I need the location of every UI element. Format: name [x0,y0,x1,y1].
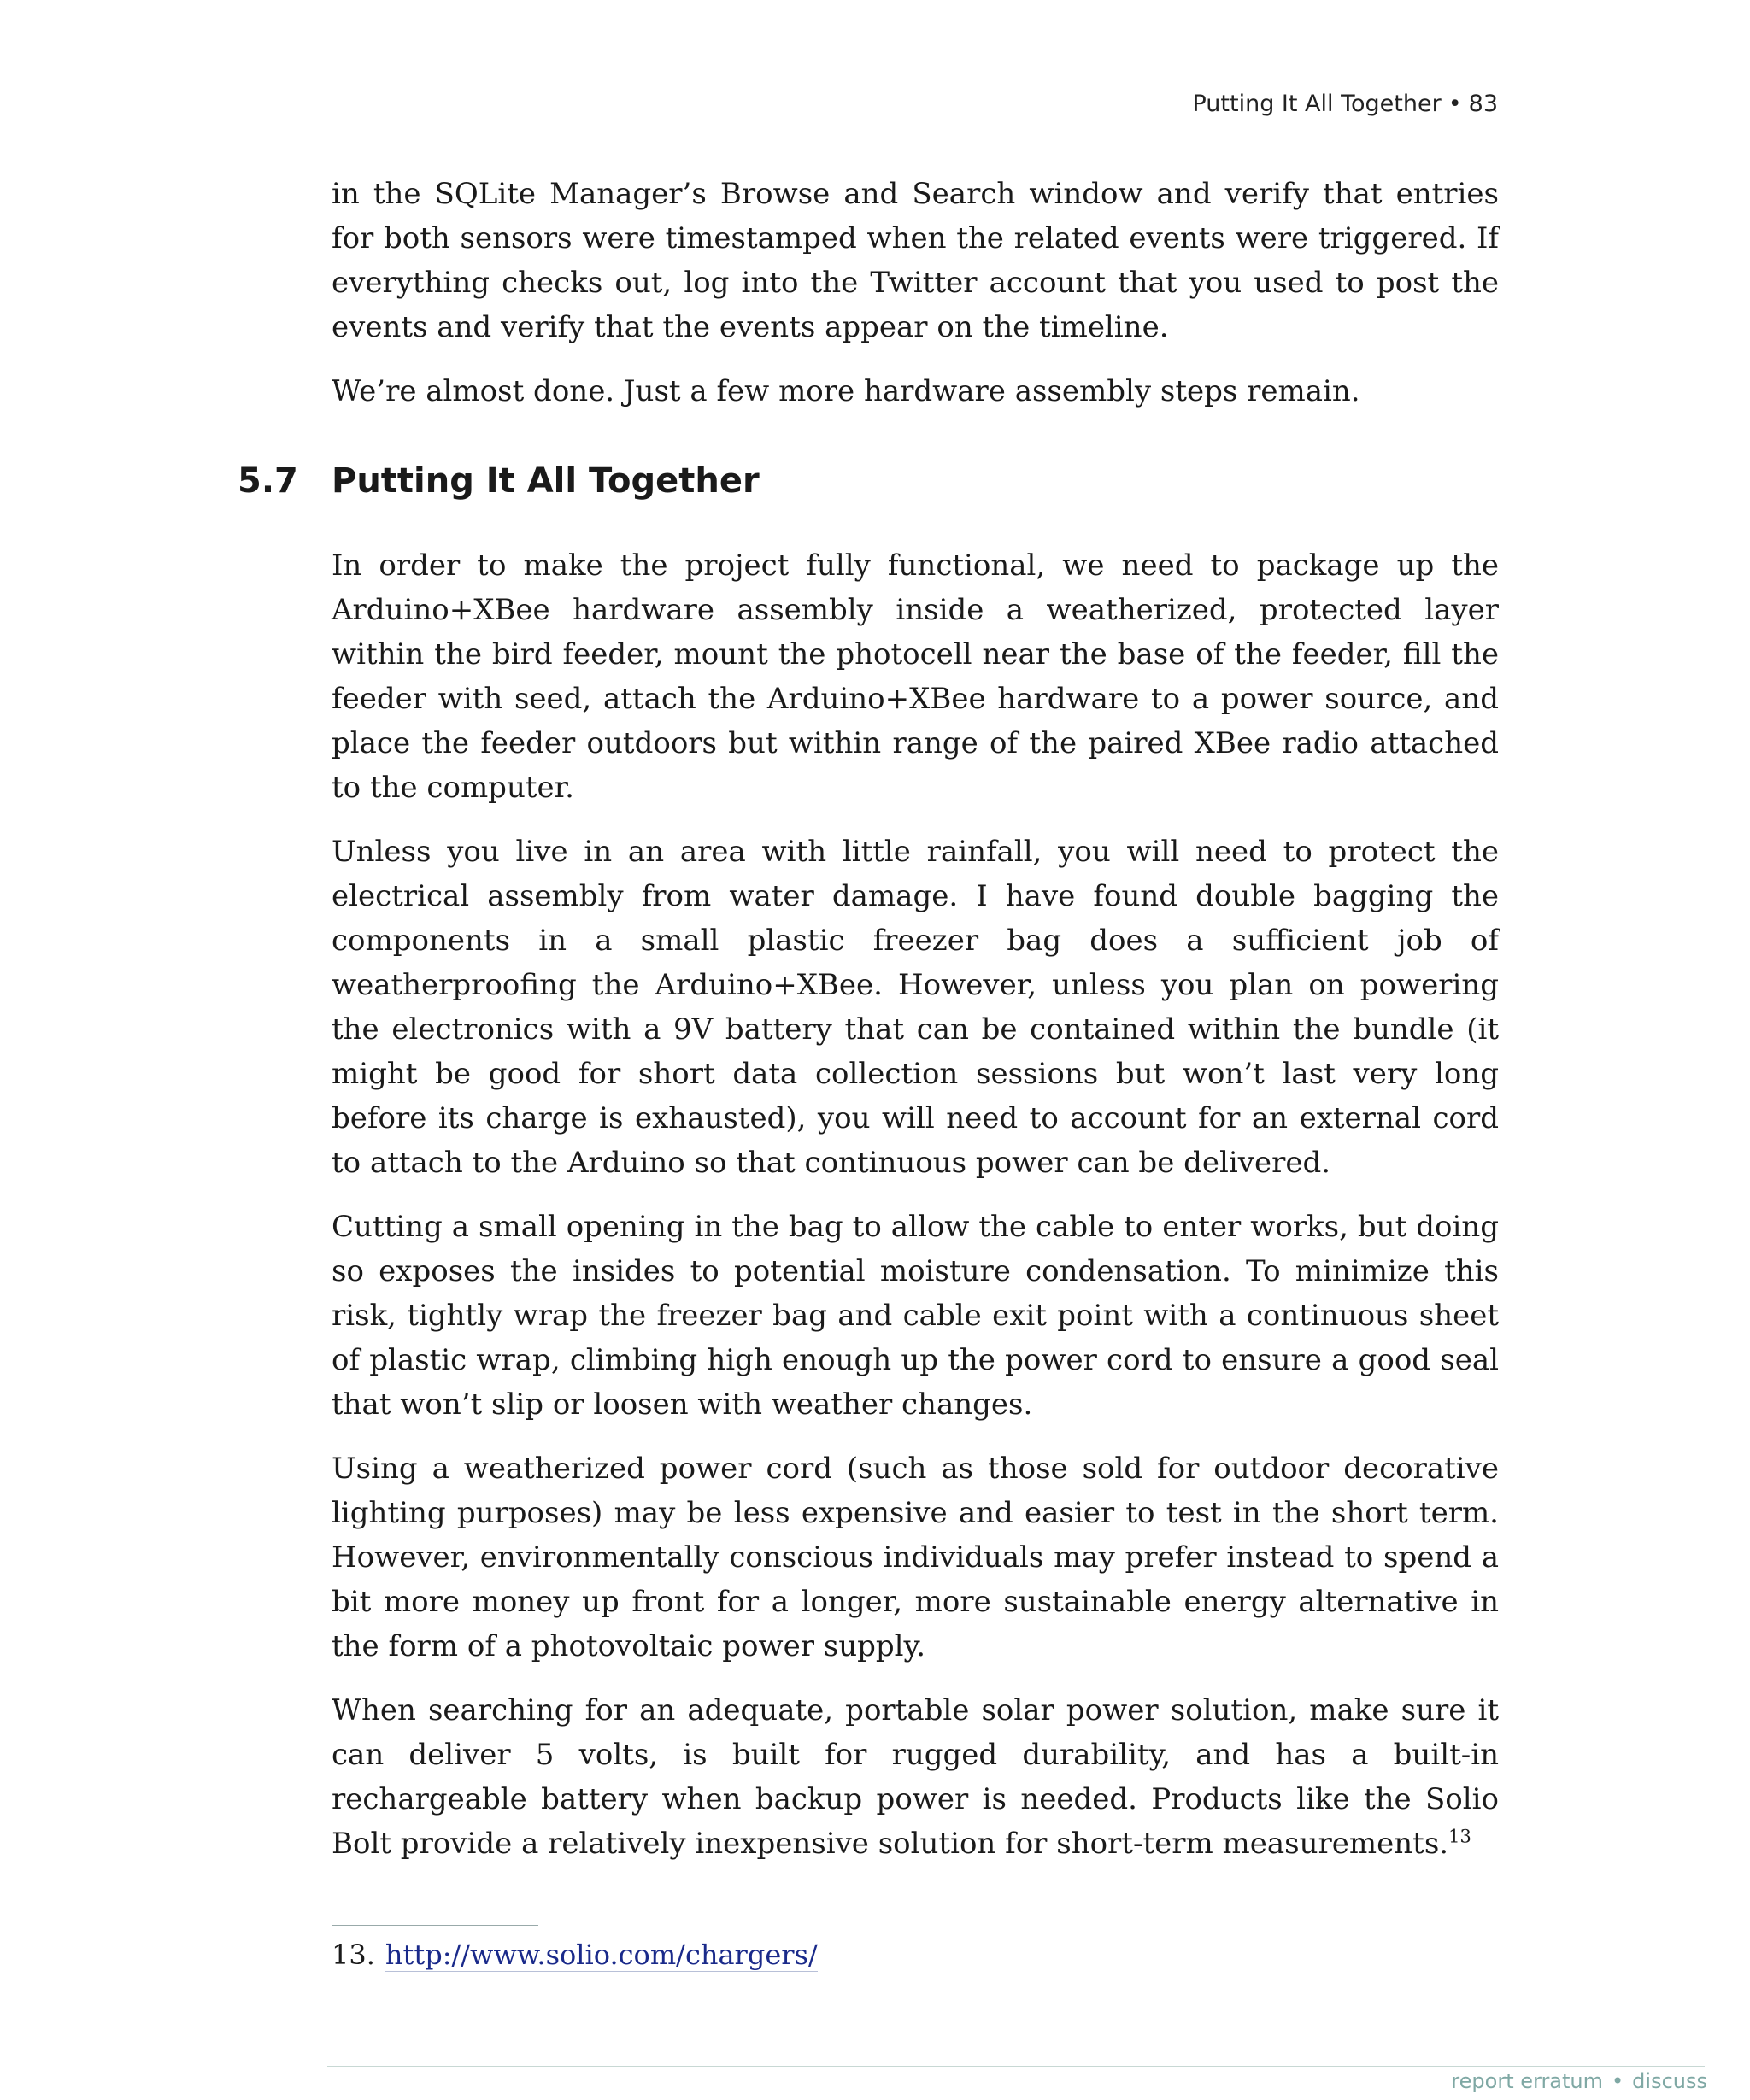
section-body [332,543,1499,1886]
paragraph: Cutting a small opening in the bag to allow the cable to enter works, but doing so exposes the insides to potential moisture condensation. To minimize this risk, tightly wrap the freezer bag and cable exit point with a continuous sheet of plastic wrap, climbing high enough up the power cord to ensure a good seal that won’t slip or loosen with weather changes. [332,1210,1499,1422]
footnote-label: 13. [332,1939,375,1971]
footnote [332,1933,818,1977]
footnote-link[interactable]: http://www.solio.com/chargers/ [385,1939,818,1971]
paragraph: We’re almost done. Just a few more hardware assembly steps remain. [332,374,1360,408]
section-title: Putting It All Together [332,461,760,501]
section-number: 5.7 [238,461,298,501]
footnote-reference[interactable]: 13 [1448,1826,1471,1847]
footer-links [1451,2069,1707,2093]
page-number: 83 [1468,91,1498,117]
footer-separator: • [1612,2069,1624,2093]
intro-text [332,172,1499,433]
running-head-bullet: • [1448,91,1462,117]
section-heading [238,461,760,501]
paragraph-with-footnote [332,1688,1499,1866]
paragraph-text: When searching for an adequate, portable solar power solution, make sure it can deliver 5 volts, is built for rugged durability, and has a built-in rechargeable battery when backup power is needed. Products like the Solio Bolt provide a relatively inexpensive solution for short-term measurements. [332,1693,1499,1861]
paragraph: Using a weatherized power cord (such as those sold for outdoor decorative lighting purposes) may be less expensive and easier to test in the short term. However, environmentally conscious individuals may prefer instead to spend a bit more money up front for a longer, more sustainable energy alternative in the form of a photovoltaic power supply. [332,1452,1499,1663]
paragraph: Unless you live in an area with little rainfall, you will need to protect the electrical assembly from water damage. I have found double bagging the components in a small plastic freezer bag does a sufficient job of weatherproofing the Arduino+XBee. However, unless you plan on powering the electronics with a 9V battery that can be contained within the bundle (it might be good for short data collection sessions but won’t last very long before its charge is exhausted), you will need to account for an external cord to attach to the Arduino so that continuous power can be delivered. [332,835,1499,1180]
paragraph: In order to make the project fully functional, we need to package up the Arduino+XBee hardware assembly inside a weatherized, protected layer within the bird feeder, mount the photocell near the base of the feeder, fill the feeder with seed, attach the Arduino+XBee hardware to a power source, and place the feeder outdoors but within range of the paired XBee radio attached to the computer. [332,548,1499,805]
report-erratum-link[interactable]: report erratum [1451,2069,1604,2093]
paragraph: in the SQLite Manager’s Browse and Search window and verify that entries for both sensors were timestamped when the related events were triggered. If everything checks out, log into the Twitter account that you used to post the events and verify that the events appear on the timeline. [332,177,1499,344]
footnote-divider [332,1925,538,1926]
footer-divider [327,2066,1705,2067]
discuss-link[interactable]: discuss [1632,2069,1707,2093]
running-head-title: Putting It All Together [1192,91,1442,117]
running-head [1193,91,1499,117]
